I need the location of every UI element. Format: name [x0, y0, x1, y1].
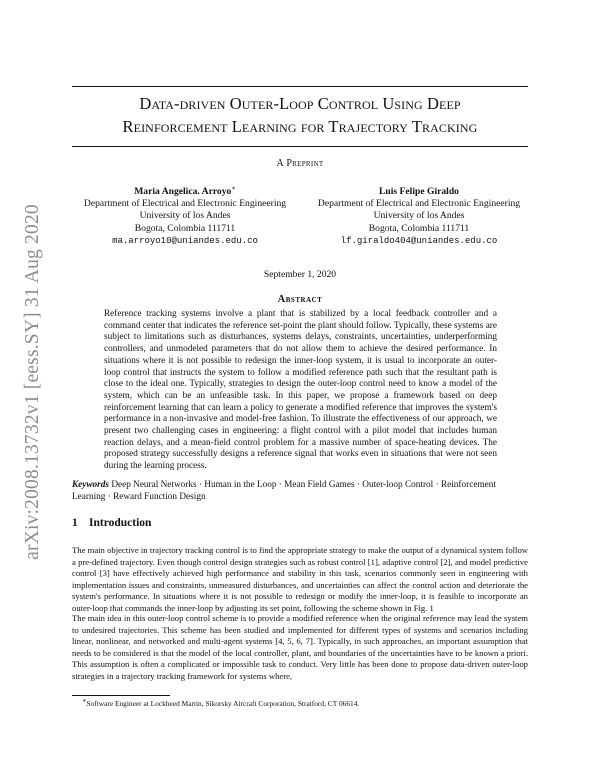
arxiv-identifier: arXiv:2008.13732v1 [eess.SY] 31 Aug 2020 [22, 204, 44, 560]
footnote-rule [72, 695, 170, 696]
body-paragraph-2: The main idea in this outer-loop control scheme is to provide a modified reference when the original reference may lead the system to undesired trajectories. This scheme has been studied and implemented for different types of systems and scenarios including linear, nonlinear, and networked and multi-agent systems [4, 5, 6, 7]. Typically, in such approaches, an important assumption that needs to be considered is that the model of the local controller, plant, and boundaries of the uncertainties have to be known a priori. This assumption is often a complicated or impossible task to conduct. Very little has been done to propose data-driven outer-loop strategies in a trajectory tracking framework for systems where, [72, 613, 528, 681]
author-block-2 [304, 186, 534, 247]
footnote-marker: ∗ [231, 184, 236, 192]
author-university: University of los Andes [139, 210, 231, 222]
author-name: Maria Angelica. Arroyo [134, 186, 232, 197]
title-line-1: Data-driven Outer-Loop Control Using Deep [139, 94, 461, 113]
paper-title [72, 92, 528, 138]
author-department: Department of Electrical and Electronic Engineering [83, 198, 287, 210]
keywords [72, 480, 528, 503]
title-top-rule [72, 86, 528, 87]
author-department: Department of Electrical and Electronic Engineering [317, 198, 521, 210]
arxiv-side-stamp [18, 192, 48, 572]
author-email[interactable]: lf.giraldo404@uniandes.edu.co [340, 235, 498, 246]
author-city: Bogota, Colombia 111711 [134, 222, 236, 234]
footnote [82, 699, 522, 709]
footnote-text: Software Engineer at Lockheed Martin, Sikorsky Aircraft Corporation, Stratford, CT 06614. [86, 699, 360, 708]
abstract-text: Reference tracking systems involve a plant that is stabilized by a local feedback controller and a command center that indicates the reference set-point the plant should follow. Typically, these systems are subject to limitations such as disturbances, systems delays, constraints, uncertainties, underperforming controllers, and unmodeled parameters that do not allow them to achieve the desired performance. In situations where it is not possible to redesign the inner-loop system, it is usual to incorporate an outer-loop control that instructs the system to follow a modified reference path such that the resultant path is close to the ideal one. Typically, strategies to design the outer-loop control need to know a model of the system, which can be an unfeasible task. In this paper, we propose a framework based on deep reinforcement learning that can learn a policy to generate a modified reference that improves the system's performance in a non-invasive and model-free fashion. To illustrate the effectiveness of our approach, we present two challenging cases in engineering: a flight control with a pilot model that includes human reaction delays, and a mean-field control problem for a massive number of space-heating devices. The proposed strategy successfully designs a reference signal that works even in situations that were not seen during the learning process. [104, 309, 497, 472]
abstract-heading: Abstract [277, 294, 323, 305]
body-paragraph-1: The main objective in trajectory tracking control is to find the appropriate strategy to make the output of a dynamical system follow a pre-defined trajectory. Even though control design strategies such as robust control [1], adaptive control [2], and model predictive control [3] have effectively achieved high performance and stability in this task, scenarios commonly seen in engineering with implementation issues and constraints, unmeasured disturbances, and uncertainties can affect the control action and deteriorate the system's performance. In situations where it is not possible to redesign or modify the inner-loop, it is feasible to incorporate an outer-loop that commands the inner-loop by adjusting its set point, following the scheme shown in Fig. 1 [72, 545, 528, 613]
section-heading [72, 517, 528, 529]
keywords-label: Keywords [72, 480, 109, 490]
footnote-marker: ∗ [82, 697, 87, 705]
title-line-2: Reinforcement Learning for Trajectory Tracking [122, 117, 478, 136]
title-bottom-rule [72, 146, 528, 147]
author-city: Bogota, Colombia 111711 [368, 222, 470, 234]
author-email[interactable]: ma.arroyo10@uniandes.edu.co [112, 235, 258, 246]
section-number: 1 [72, 517, 78, 529]
preprint-label: A Preprint [276, 158, 324, 169]
keywords-list: Deep Neural Networks · Human in the Loop · Mean Field Games · Outer-loop Control · Reinforcement Learning · Reward Function Design [72, 480, 496, 502]
author-university: University of los Andes [373, 210, 465, 222]
author-name: Luis Felipe Giraldo [379, 186, 459, 197]
section-title: Introduction [89, 517, 152, 529]
publication-date: September 1, 2020 [263, 269, 337, 280]
author-block-1 [70, 186, 300, 247]
